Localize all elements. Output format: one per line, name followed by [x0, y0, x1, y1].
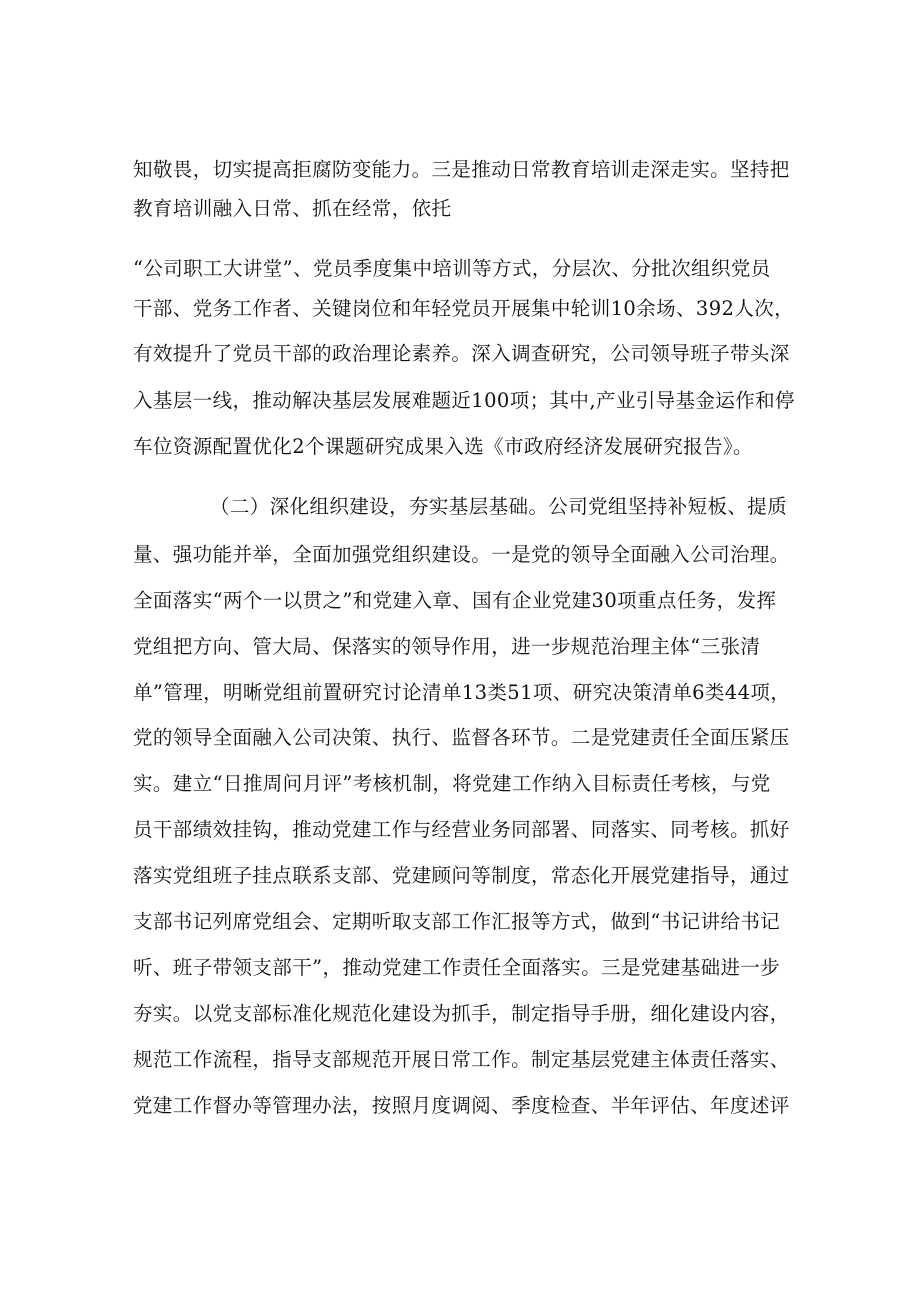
text-line: 实。建立“日推周问月评”考核机制，将党建工作纳入目标责任考核，与党 [133, 772, 771, 795]
text-line: 量、强功能并举，全面加强党组织建设。一是党的领导全面融入公司治理。 [133, 543, 790, 566]
text-line: “公司职工大讲堂”、党员季度集中培训等方式，分层次、分批次组织党员 [133, 257, 771, 280]
text-line: 听、班子带领支部干”，推动党建工作责任全面落实。三是党建基础进一步 [133, 956, 781, 979]
text-line: 夯实。以党支部标准化规范化建设为抓手，制定指导手册，细化建设内容， [133, 1002, 790, 1025]
text-line: 规范工作流程，指导支部规范开展日常工作。制定基层党建主体责任落实、 [133, 1048, 790, 1071]
text-line: 员干部绩效挂钩，推动党建工作与经营业务同部署、同落实、同考核。抓好 [133, 818, 790, 841]
text-line: （二）深化组织建设，夯实基层基础。公司党组坚持补短板、提质 [210, 495, 788, 518]
text-line: 干部、党务工作者、关键岗位和年轻党员开展集中轮训10余场、392人次， [133, 297, 795, 320]
text-line: 教育培训融入日常、抓在经常，依托 [133, 197, 452, 220]
text-line: 党的领导全面融入公司决策、执行、监督各环节。二是党建责任全面压紧压 [133, 726, 790, 749]
text-line: 单”管理，明晰党组前置研究讨论清单13类51项、研究决策清单6类44项， [133, 681, 791, 704]
text-line: 入基层一线，推动解决基层发展难题近100项；其中,产业引导基金运作和停 [133, 389, 795, 412]
text-line: 党建工作督办等管理办法，按照月度调阅、季度检查、半年评估、年度述评 [133, 1094, 790, 1117]
text-line: 支部书记列席党组会、定期听取支部工作汇报等方式，做到“书记讲给书记 [133, 910, 781, 933]
text-line: 车位资源配置优化2个课题研究成果入选《市政府经济发展研究报告》。 [133, 435, 753, 458]
text-line: 全面落实“两个一以贯之”和党建入章、国有企业党建30项重点任务，发挥 [133, 589, 777, 612]
text-line: 落实党组班子挂点联系支部、党建顾问等制度，常态化开展党建指导，通过 [133, 864, 790, 887]
text-line: 知敬畏，切实提高拒腐防变能力。三是推动日常教育培训走深走实。坚持把 [133, 158, 790, 181]
text-line: 有效提升了党员干部的政治理论素养。深入调查研究，公司领导班子带头深 [133, 342, 790, 365]
text-line: 党组把方向、管大局、保落实的领导作用，进一步规范治理主体“三张清 [133, 635, 761, 658]
